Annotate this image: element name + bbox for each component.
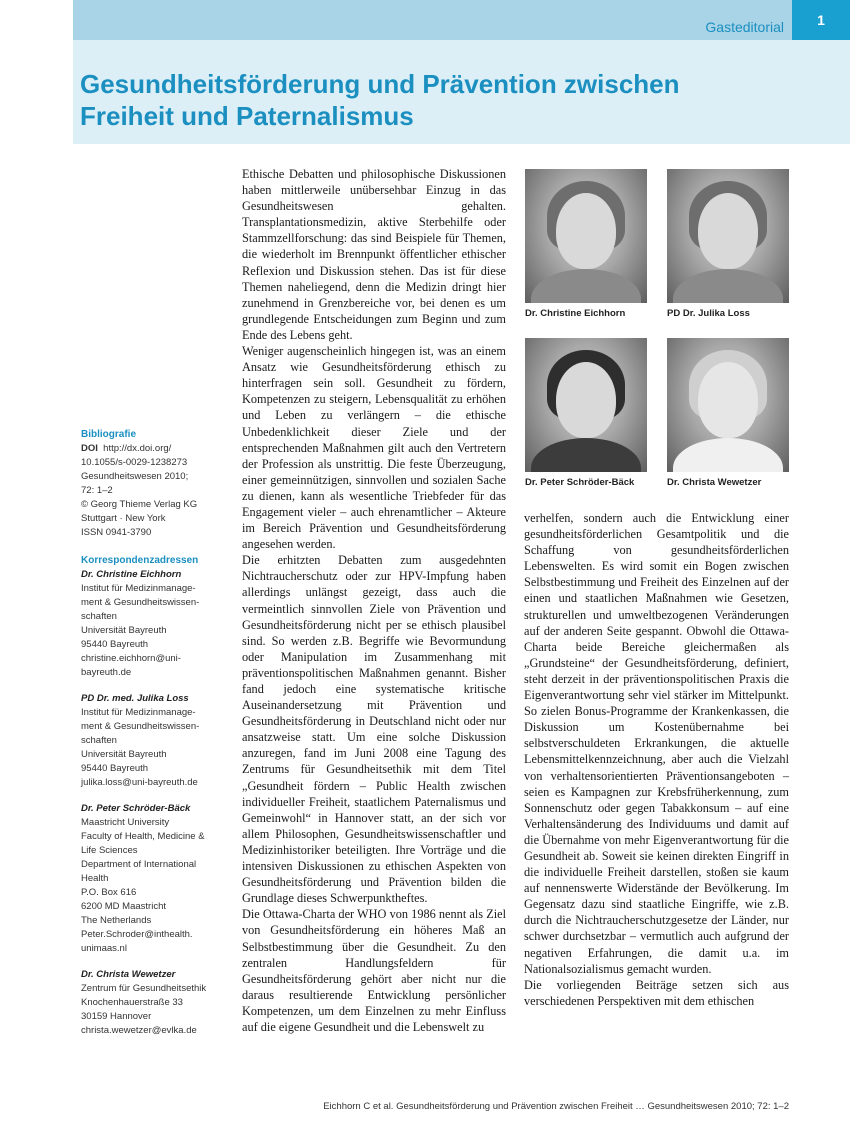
doi-link[interactable]: http://dx.doi.org/ (103, 443, 172, 454)
bib-line: 72: 1–2 (81, 485, 113, 496)
address-line: 95440 Bayreuth (81, 639, 149, 650)
bib-line: © Georg Thieme Verlag KG (81, 499, 198, 510)
photo-face (556, 362, 616, 438)
photo-shoulders (673, 438, 783, 472)
email-line[interactable]: unimaas.nl (81, 943, 127, 954)
photo-caption: Dr. Peter Schröder-Bäck (525, 477, 635, 488)
address-line: Universität Bayreuth (81, 625, 167, 636)
correspondence-person (81, 692, 231, 790)
email-line[interactable]: christa.wewetzer@evlka.de (81, 1025, 197, 1036)
address-line: 6200 MD Maastricht (81, 901, 167, 912)
address-line: Zentrum für Gesundheitsethik (81, 983, 207, 994)
photo-face (556, 193, 616, 269)
title-line: Gesundheitsförderung und Prävention zwischen (80, 69, 680, 99)
author-photo (667, 169, 789, 303)
address-line: Universität Bayreuth (81, 749, 167, 760)
person-name: Dr. Christine Eichhorn (81, 569, 182, 580)
body-column-left (242, 166, 506, 1035)
photo-caption: Dr. Christine Eichhorn (525, 308, 626, 319)
correspondence-person (81, 568, 231, 680)
doi-line (81, 442, 231, 456)
header-bar (73, 0, 850, 40)
correspondence-person (81, 968, 231, 1038)
email-line[interactable]: Peter.Schroder@inthealth. (81, 929, 193, 940)
footer-citation: Eichhorn C et al. Gesundheitsförderung und Prävention zwischen Freiheit … Gesundheitswesen 2010; 72: 1–2 (323, 1101, 789, 1112)
photo-caption: Dr. Christa Wewetzer (667, 477, 762, 488)
bib-line: Stuttgart · New York (81, 513, 166, 524)
person-name: Dr. Christa Wewetzer (81, 969, 176, 980)
email-line[interactable]: bayreuth.de (81, 667, 132, 678)
person-name: Dr. Peter Schröder-Bäck (81, 803, 191, 814)
photo-face (698, 193, 758, 269)
sidebar (81, 428, 231, 1038)
photo-shoulders (673, 269, 783, 303)
address-line: Institut für Medizinmanage- (81, 583, 196, 594)
address-line: Health (81, 873, 109, 884)
body-paragraph: Weniger augenscheinlich hingegen ist, was an einem Ansatz wie Gesundheitsförderung ethisch zu hinterfragen sein soll. Gesundheit zu fördern, Kompetenzen zu steigern, Lebensqualität zu erhöhen und Leben zu verlängern – die ethische Unbedenklichkeit dieser Ziele und der entsprechenden Maßnahmen gilt auch den Vertretern der Profession als unstrittig. Die feste Überzeugung, einer gemeinnützigen, sinnvollen und sozialen Sache zu dienen, kann als wesentliche Triebfeder für das Engagement vieler – auch ehrenamtlicher – Akteure im Bereich Prävention und Gesundheitsförderung angesehen werden. (242, 344, 506, 552)
section-label: Gasteditorial (705, 19, 784, 35)
address-line: 30159 Hannover (81, 1011, 152, 1022)
body-paragraph: Ethische Debatten und philosophische Diskussionen haben mittlerweile unübersehbar Einzug in das Gesundheitswesen gehalten. Transplantationsmedizin, aktive Sterbehilfe oder Stammzellforschung: das sind Beispiele für Themen, die wiederholt im Brennpunkt öffentlicher ethischer Reflexion und Diskussion stehen. Das ist für diese Themen naheliegend, denn die Medizin dringt hier zunehmend in Grenzbereiche vor, bei denen es um grundlegende Entscheidungen zum Beginn und zum Ende des Lebens geht. (242, 167, 506, 342)
page-number: 1 (792, 0, 850, 40)
photo-face (698, 362, 758, 438)
body-paragraph: Die vorliegenden Beiträge setzen sich aus verschiedenen Perspektiven mit dem ethischen (524, 977, 789, 1008)
email-line[interactable]: julika.loss@uni-bayreuth.de (81, 777, 198, 788)
address-line: Knochenhauerstraße 33 (81, 997, 183, 1008)
article-title (80, 68, 780, 132)
photo-shoulders (531, 438, 641, 472)
address-line: ment & Gesundheitswissen- (81, 597, 200, 608)
email-line[interactable]: christine.eichhorn@uni- (81, 653, 181, 664)
address-line: 95440 Bayreuth (81, 763, 149, 774)
address-line: The Netherlands (81, 915, 152, 926)
bib-line: ISSN 0941-3790 (81, 527, 152, 538)
body-column-right (524, 510, 789, 1009)
address-line: schaften (81, 735, 117, 746)
doi-label: DOI (81, 443, 98, 454)
author-photo (525, 338, 647, 472)
photo-shoulders (531, 269, 641, 303)
address-line: P.O. Box 616 (81, 887, 137, 898)
address-line: Institut für Medizinmanage- (81, 707, 196, 718)
address-line: Life Sciences (81, 845, 138, 856)
author-photo (525, 169, 647, 303)
bib-line: 10.1055/s-0029-1238273 (81, 457, 188, 468)
bibliography-block (81, 442, 231, 540)
body-paragraph: Die erhitzten Debatten zum ausgedehnten Nichtraucherschutz oder zur HPV-Impfung haben allerdings unlängst gezeigt, dass auch die vermeintlich sinnvollen Ziele von Prävention und Gesundheitsförderung nicht per se ethisch plausibel sind. So werden z.B. Begriffe wie Bevormundung oder Manipulation im Zusammenhang mit präventionspolitischen Maßnahmen genannt. Bisher fand jedoch eine systematische kritische Auseinandersetzung mit Prävention und Gesundheitsförderung in Deutschland nicht oder nur ansatzweise statt. Um eine solche Diskussion anzuregen, fand im Juni 2008 eine Tagung des Zentrums für Gesundheitsethik mit dem Titel „Gesundheit fördern – Public Health zwischen individueller Freiheit, staatlichem Paternalismus und Gemeinwohl“ in Hannover statt, an der sich vor allem Philosophen, Gesundheitswissenschaftler und Medizinhistoriker beteiligten. Ihre Vorträge und die intensiven Diskussionen zu ethischen Aspekten von Gesundheitsförderung und Prävention bilden die Grundlage dieses Schwerpunktheftes. (242, 553, 506, 906)
address-line: schaften (81, 611, 117, 622)
address-line: ment & Gesundheitswissen- (81, 721, 200, 732)
body-paragraph: verhelfen, sondern auch die Entwicklung einer gesundheitsförderlichen Gesamtpolitik und die Schaffung von gesundheitsförderlichen Lebenswelten. Es wird somit ein Bogen zwischen Selbstbestimmung und Freiheit des Einzelnen auf der einen und staatlichen Maßnahmen wie Gesetzen, strukturellen und umweltbezogenen Veränderungen auf der anderen Seite gespannt. Obwohl die Ottawa-Charta beide Bereiche gleichermaßen als „Grundsteine“ der Gesundheitsförderung, definiert, steht derzeit in der präventionspolitischen Praxis die Eigenverantwortung sehr viel stärker im Mittelpunkt. So zielen Bonus-Programme der Krankenkassen, die Diskussion um Kostenübernahme bei selbstverschuldeten Erkrankungen, die aktuelle Lebensmittelkennzeichnung, aber auch die Vielzahl von verhaltensorientierten Präventionsangeboten – seien es Kampagnen zur Krebsfrüherkennung, zum Sonnenschutz oder gegen Tabakkonsum – auf eine Verhaltensänderung des Individuums und damit auf die Übernahme von mehr Eigenverantwortung für die Gesundheit ab. Soweit sie keinen direkten Eingriff in die individuelle Freiheit darstellen, stoßen sie kaum auf nennenswerte Widerstände der Bevölkerung. Im Gegensatz dazu sind staatliche Eingriffe, wie z.B. durch die Nichtraucherschutzgesetze der Länder, nur schwer durchsetzbar – vermutlich auch aufgrund der negativen Erfahrungen, die damit u.a. im Nationalsozialismus gemacht wurden. (524, 511, 789, 976)
address-line: Faculty of Health, Medicine & (81, 831, 205, 842)
bibliography-heading: Bibliografie (81, 429, 137, 440)
correspondence-person (81, 802, 231, 956)
bib-line: Gesundheitswesen 2010; (81, 471, 189, 482)
title-line: Freiheit und Paternalismus (80, 101, 414, 131)
address-line: Department of International (81, 859, 197, 870)
photo-caption: PD Dr. Julika Loss (667, 308, 750, 319)
body-paragraph: Die Ottawa-Charta der WHO von 1986 nennt als Ziel von Gesundheitsförderung ein höheres Maß an Selbstbestimmung über die Gesundheit. Zu den zentralen Handlungsfeldern für Gesundheitsförderung gehört aber nicht nur die daraus resultierende Entwicklung persönlicher Kompetenzen, um dem Einzelnen zu mehr Einfluss auf die eigene Gesundheit und die Lebenswelt zu (242, 907, 506, 1034)
address-line: Maastricht University (81, 817, 170, 828)
correspondence-heading: Korrespondenzadressen (81, 555, 199, 566)
person-name: PD Dr. med. Julika Loss (81, 693, 189, 704)
author-photo (667, 338, 789, 472)
